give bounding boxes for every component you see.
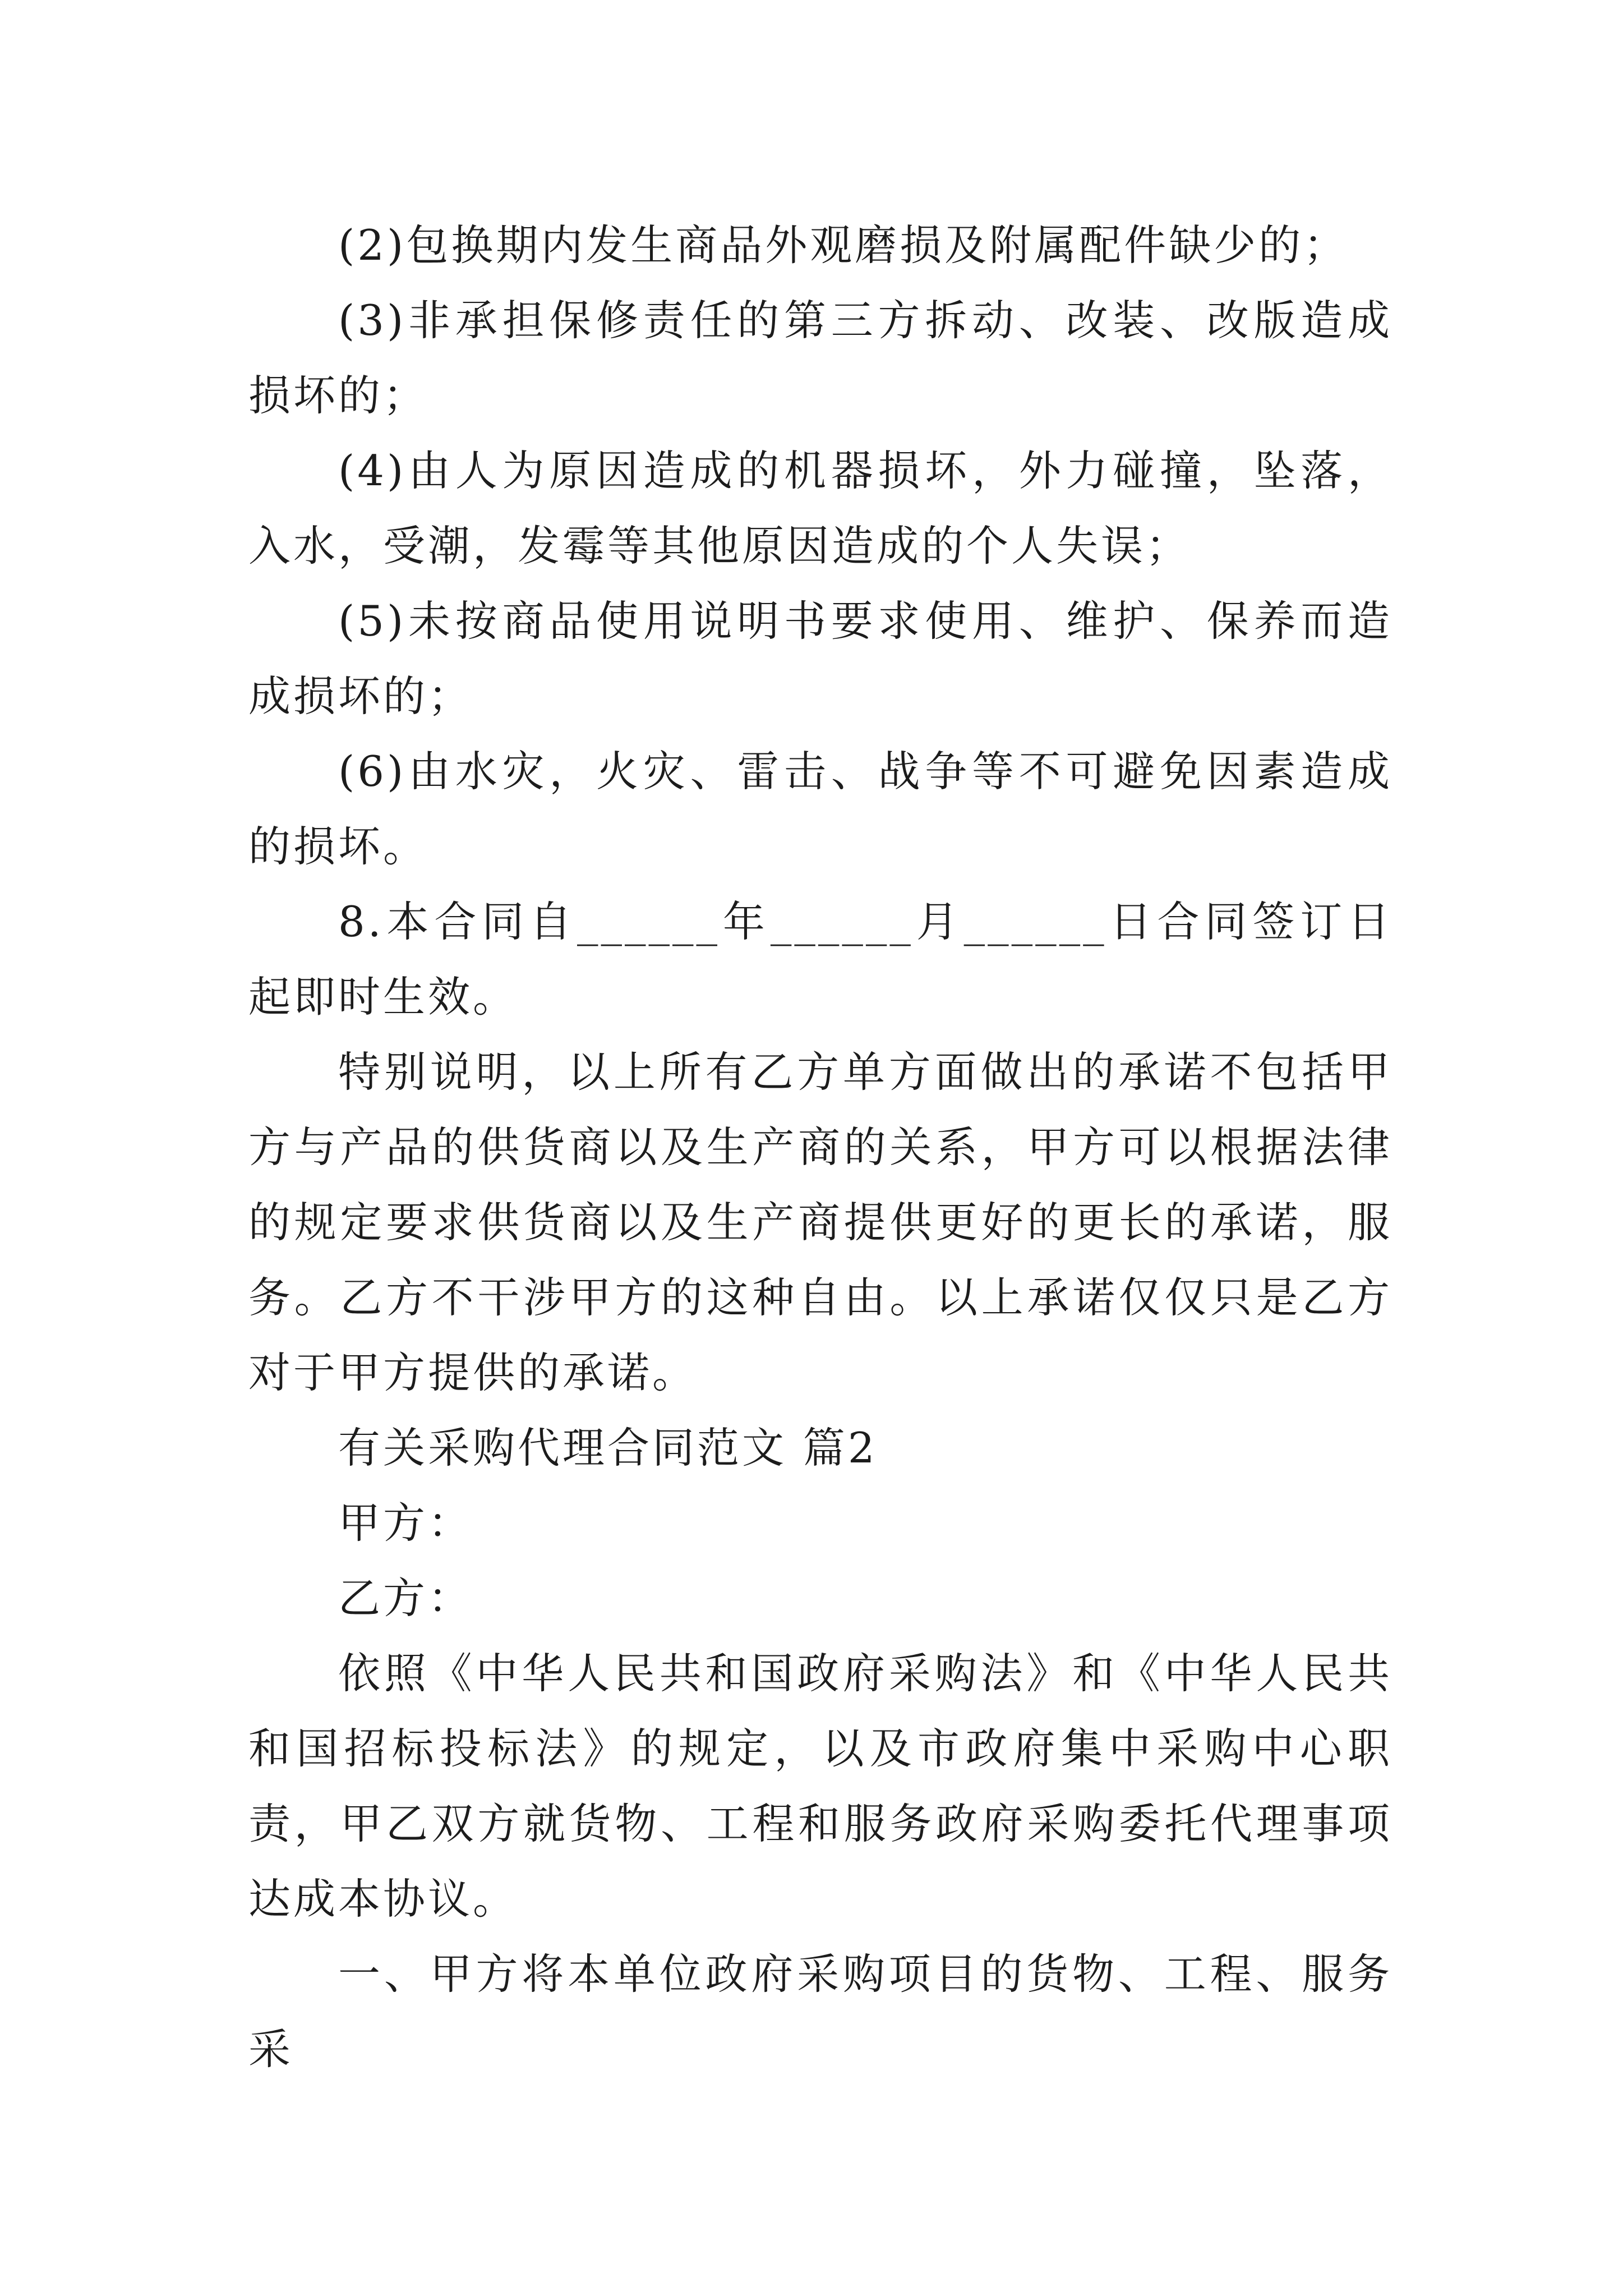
paragraph-clause-1: 一、甲方将本单位政府采购项目的货物、工程、服务采 xyxy=(248,1949,1393,2074)
section-heading: 有关采购代理合同范文 篇2 xyxy=(338,1423,878,1473)
paragraph-exclusion-6: (6)由水灾，火灾、雷击、战争等不可避免因素造成的损坏。 xyxy=(248,747,1393,871)
party-b-label: 乙方： xyxy=(338,1573,473,1623)
paragraph-exclusion-3: (3)非承担保修责任的第三方拆动、改装、改版造成损坏的； xyxy=(248,296,1393,420)
party-a-label: 甲方： xyxy=(338,1498,473,1548)
paragraph-exclusion-5: (5)未按商品使用说明书要求使用、维护、保养而造成损坏的； xyxy=(248,596,1393,721)
paragraph-legal-basis: 依照《中华人民共和国政府采购法》和《中华人民共和国招标投标法》的规定，以及市政府集中采购中心职责，甲乙双方就货物、工程和服务政府采购委托代理事项达成本协议。 xyxy=(248,1649,1393,1924)
paragraph-exclusion-4: (4)由人为原因造成的机器损坏，外力碰撞，坠落，入水，受潮，发霉等其他原因造成的个人失误； xyxy=(248,446,1393,570)
document-body xyxy=(248,208,1393,2087)
paragraph-special-note: 特别说明，以上所有乙方单方面做出的承诺不包括甲方与产品的供货商以及生产商的关系，甲方可以根据法律的规定要求供货商以及生产商提供更好的更长的承诺，服务。乙方不干涉甲方的这种自由。以上承诺仅仅只是乙方对于甲方提供的承诺。 xyxy=(248,1047,1393,1397)
paragraph-exclusion-2: (2)包换期内发生商品外观磨损及附属配件缺少的； xyxy=(338,220,1349,270)
paragraph-effective-date: 8.本合同自______年______月______日合同签订日起即时生效。 xyxy=(248,897,1393,1022)
